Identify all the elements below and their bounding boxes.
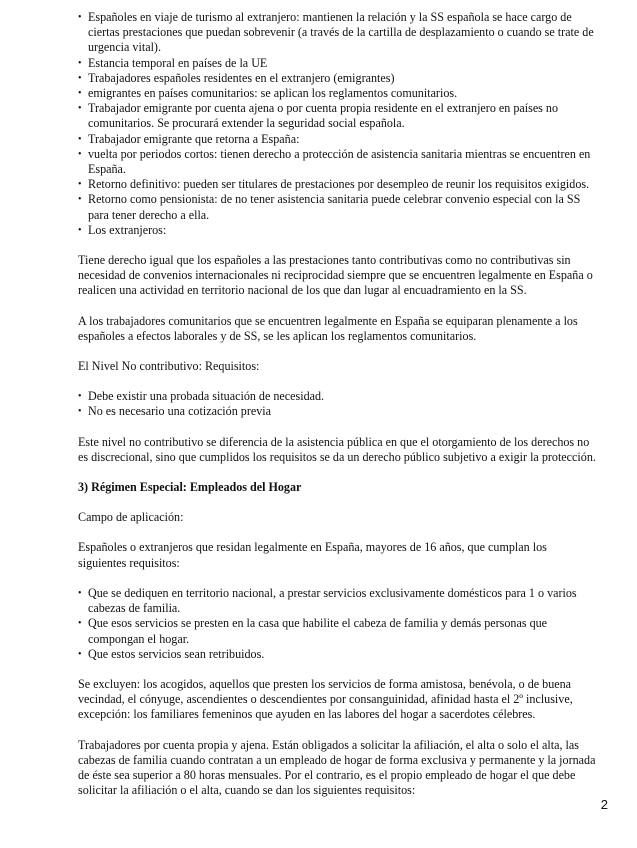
- document-page: [78, 10, 598, 798]
- paragraph-espanoles-extranjeros: Españoles o extranjeros que residan legalmente en España, mayores de 16 años, que cumplan los siguientes requisitos:: [78, 540, 547, 570]
- paragraph-nivel-no-contributivo: El Nivel No contributivo: Requisitos:: [78, 359, 260, 374]
- bullet-icon: •: [78, 224, 82, 236]
- list-item: [78, 71, 598, 86]
- list-item-text: Debe existir una probada situación de necesidad.: [88, 389, 325, 404]
- list-item: [78, 223, 598, 238]
- list-item: [78, 147, 598, 177]
- list-item: [78, 101, 598, 131]
- paragraph-exclusiones: Se excluyen: los acogidos, aquellos que presten los servicios de forma amistosa, benévola, o de buena vecindad, el cónyuge, ascendientes o descendientes por consanguinidad, afinidad hasta el 2º inclusive, excepción: los familiares femeninos que ayuden en las labores del hogar a sacerdotes célebres.: [78, 676, 573, 722]
- paragraph-asistencia-publica: Este nivel no contributivo se diferencia de la asistencia pública en que el otorgamiento de los derechos no es discrecional, sino que cumplidos los requisitos se da un derecho público subjetivo a exigir la protección.: [78, 434, 596, 464]
- list-item: [78, 616, 598, 646]
- list-item-text: Que estos servicios sean retribuidos.: [88, 646, 265, 661]
- bullet-icon: •: [78, 148, 82, 160]
- list-item-text: Que se dediquen en territorio nacional, a prestar servicios exclusivamente domésticos para 1 o varios cabezas de familia.: [88, 585, 577, 616]
- bullet-icon: •: [78, 12, 82, 23]
- list-item: [78, 192, 598, 222]
- list-item-text: Retorno como pensionista: de no tener asistencia sanitaria puede celebrar convenio especial con la SS para tener derecho a ella.: [88, 192, 581, 222]
- list-item: [78, 647, 598, 662]
- list-item-text: Trabajadores españoles residentes en el extranjero (emigrantes): [88, 70, 395, 85]
- list-item: [78, 86, 598, 101]
- list-item: [78, 132, 598, 147]
- list-item-text: Que esos servicios se presten en la casa que habilite el cabeza de familia y demás personas que compongan el hogar.: [88, 616, 548, 646]
- list-item-text: Españoles en viaje de turismo al extranjero: mantienen la relación y la SS española se hace cargo de ciertas prestaciones que puedan sobrevenir (a través de la cartilla de desplazamiento o cuando se trate de urgencia vital).: [88, 10, 594, 55]
- paragraph-trabajadores-cuenta: Trabajadores por cuenta propia y ajena. Están obligados a solicitar la afiliación, el alta o solo el alta, las cabezas de familia cuando contratan a un empleado de hogar de forma exclusiva y permanente y la jornada de éste sea superior a 80 horas mensuales. Por el contrario, es el propio empleado de hogar el que debe solicitar la afiliación o el alta, cuando se dan los siguientes requisitos:: [78, 737, 596, 798]
- list-item-text: Los extranjeros:: [88, 222, 167, 237]
- bullet-list-requisitos: [78, 389, 598, 419]
- bullet-icon: •: [78, 88, 82, 100]
- list-item-text: vuelta por periodos cortos: tienen derecho a protección de asistencia sanitaria mientras se encuentren en España.: [88, 146, 591, 177]
- bullet-icon: •: [78, 103, 82, 115]
- list-item: [78, 10, 598, 56]
- bullet-icon: •: [78, 179, 82, 191]
- list-item-text: Trabajador emigrante por cuenta ajena o por cuenta propia residente en el extranjero en países no comunitarios. Se procurará extender la seguridad social española.: [88, 101, 559, 131]
- page-number: 2: [600, 797, 608, 812]
- bullet-icon: •: [78, 587, 82, 599]
- bullet-list-ss-scope: [78, 10, 598, 238]
- list-item: [78, 177, 598, 192]
- list-item-text: Estancia temporal en países de la UE: [88, 55, 268, 70]
- list-item-text: emigrantes en países comunitarios: se aplican los reglamentos comunitarios.: [88, 86, 458, 101]
- paragraph-comunitarios: A los trabajadores comunitarios que se encuentren legalmente en España se equiparan plenamente a los españoles a efectos laborales y de SS, se les aplican los reglamentos comunitarios.: [78, 313, 578, 343]
- bullet-icon: •: [78, 133, 82, 145]
- list-item-text: Trabajador emigrante que retorna a España:: [88, 131, 300, 146]
- list-item: [78, 56, 598, 71]
- list-item: [78, 389, 598, 404]
- paragraph-campo-aplicacion: Campo de aplicación:: [78, 510, 184, 525]
- bullet-icon: •: [78, 194, 82, 206]
- paragraph-extranjeros: Tiene derecho igual que los españoles a las prestaciones tanto contributivas como no contributivas sin necesidad de convenios internacionales ni reciprocidad siempre que se encuentren legalmente en España o realicen una actividad en territorio nacional de los que dan lugar al encuadramiento en la SS.: [78, 253, 593, 298]
- bullet-list-hogar-requisitos: [78, 586, 598, 662]
- bullet-icon: •: [78, 648, 82, 660]
- bullet-icon: •: [78, 406, 82, 418]
- bullet-icon: •: [78, 72, 82, 84]
- bullet-icon: •: [78, 57, 82, 69]
- list-item: [78, 404, 598, 419]
- list-item-text: Retorno definitivo: pueden ser titulares de prestaciones por desempleo de reunir los requisitos exigidos.: [88, 177, 590, 192]
- list-item: [78, 586, 598, 616]
- section-heading: 3) Régimen Especial: Empleados del Hogar: [78, 480, 302, 495]
- bullet-icon: •: [78, 618, 82, 630]
- bullet-icon: •: [78, 391, 82, 403]
- list-item-text: No es necesario una cotización previa: [88, 404, 272, 419]
